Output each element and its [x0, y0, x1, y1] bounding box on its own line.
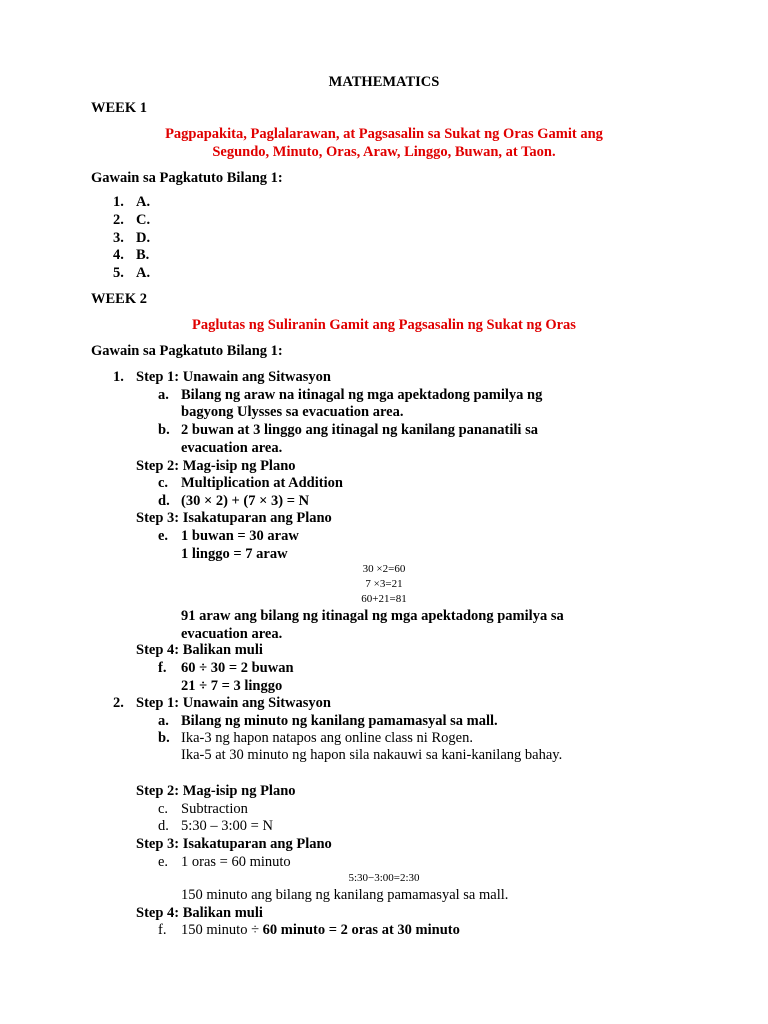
item2-f-marker: f. [158, 922, 167, 938]
item1-e-marker: e. [158, 528, 169, 544]
item2-step1: Step 1: Unawain ang Sitwasyon [136, 695, 331, 711]
item2-c-text: Subtraction [181, 801, 248, 817]
item1-b-line2: evacuation area. [181, 440, 283, 456]
item2-c-marker: c. [158, 801, 169, 817]
item2-f-part1: 150 minuto ÷ [181, 922, 263, 938]
item1-a-marker: a. [158, 387, 169, 403]
page-title: MATHEMATICS [328, 74, 440, 90]
item2-b-line1: Ika-3 ng hapon natapos ang online class ni Rogen. [181, 730, 473, 746]
item2-e-text: 1 oras = 60 minuto [181, 854, 291, 870]
item1-a-line1: Bilang ng araw na itinagal ng mga apektadong pamilya ng [181, 387, 543, 403]
item1-step1: Step 1: Unawain ang Sitwasyon [136, 369, 331, 385]
week1-activity-title: Gawain sa Pagkatuto Bilang 1: [91, 170, 283, 186]
week2-activity-title: Gawain sa Pagkatuto Bilang 1: [91, 343, 283, 359]
answer-number: 4. [113, 247, 124, 263]
item1-f-marker: f. [158, 660, 167, 676]
week2-heading: Paglutas ng Suliranin Gamit ang Pagsasalin ng Sukat ng Oras [192, 317, 576, 333]
item2-step2: Step 2: Mag-isip ng Plano [136, 783, 296, 799]
item1-d-marker: d. [158, 493, 170, 509]
answer-number: 2. [113, 212, 124, 228]
item2-a-text: Bilang ng minuto ng kanilang pamamasyal sa mall. [181, 713, 498, 729]
week1-heading-line1: Pagpapakita, Paglalarawan, at Pagsasalin sa Sukat ng Oras Gamit ang [165, 126, 603, 142]
item2-d-marker: d. [158, 818, 169, 834]
answer-value: B. [136, 247, 150, 263]
item1-b-marker: b. [158, 422, 170, 438]
week2-label: WEEK 2 [91, 291, 147, 307]
item2-e-marker: e. [158, 854, 169, 870]
item1-equation-1: 30 ×2=60 [362, 563, 406, 575]
item1-step3: Step 3: Isakatuparan ang Plano [136, 510, 332, 526]
item1-d-text: (30 × 2) + (7 × 3) = N [181, 493, 310, 509]
answer-number: 5. [113, 265, 124, 281]
item1-equation-2: 7 ×3=21 [365, 578, 403, 590]
answer-number: 3. [113, 230, 124, 246]
item2-number: 2. [113, 695, 124, 711]
item2-step3: Step 3: Isakatuparan ang Plano [136, 836, 332, 852]
item1-e-line1: 1 buwan = 30 araw [181, 528, 299, 544]
answer-value: A. [136, 265, 151, 281]
item1-result-line1: 91 araw ang bilang ng itinagal ng mga apektadong pamilya sa [181, 608, 564, 624]
item2-f-text [181, 921, 460, 939]
item1-e-line2: 1 linggo = 7 araw [181, 546, 288, 562]
answer-value: C. [136, 212, 151, 228]
item2-b-marker: b. [158, 730, 170, 746]
item2-step4: Step 4: Balikan muli [136, 905, 263, 921]
item1-b-line1: 2 buwan at 3 linggo ang itinagal ng kanilang pananatili sa [181, 422, 538, 438]
item1-f-line1: 60 ÷ 30 = 2 buwan [181, 660, 294, 676]
item1-c-text: Multiplication at Addition [181, 475, 343, 491]
item1-result-line2: evacuation area. [181, 626, 283, 642]
week1-heading-line2: Segundo, Minuto, Oras, Araw, Linggo, Buwan, at Taon. [212, 144, 556, 160]
answer-value: A. [136, 194, 151, 210]
item1-equation-3: 60+21=81 [361, 593, 407, 605]
item2-f-part2: 60 minuto = 2 oras at 30 minuto [262, 922, 460, 938]
item1-f-line2: 21 ÷ 7 = 3 linggo [181, 678, 283, 694]
item1-step2: Step 2: Mag-isip ng Plano [136, 458, 296, 474]
item2-a-marker: a. [158, 713, 169, 729]
item2-d-text: 5:30 – 3:00 = N [181, 818, 273, 834]
answer-number: 1. [113, 194, 124, 210]
item2-equation: 5:30−3:00=2:30 [348, 872, 420, 884]
answer-value: D. [136, 230, 151, 246]
item1-step4: Step 4: Balikan muli [136, 642, 263, 658]
item2-b-line2: Ika-5 at 30 minuto ng hapon sila nakauwi sa kani-kanilang bahay. [181, 747, 563, 763]
item2-result: 150 minuto ang bilang ng kanilang pamamasyal sa mall. [181, 887, 509, 903]
item1-a-line2: bagyong Ulysses sa evacuation area. [181, 404, 404, 420]
item1-c-marker: c. [158, 475, 169, 491]
week1-label: WEEK 1 [91, 100, 147, 116]
item1-number: 1. [113, 369, 124, 385]
